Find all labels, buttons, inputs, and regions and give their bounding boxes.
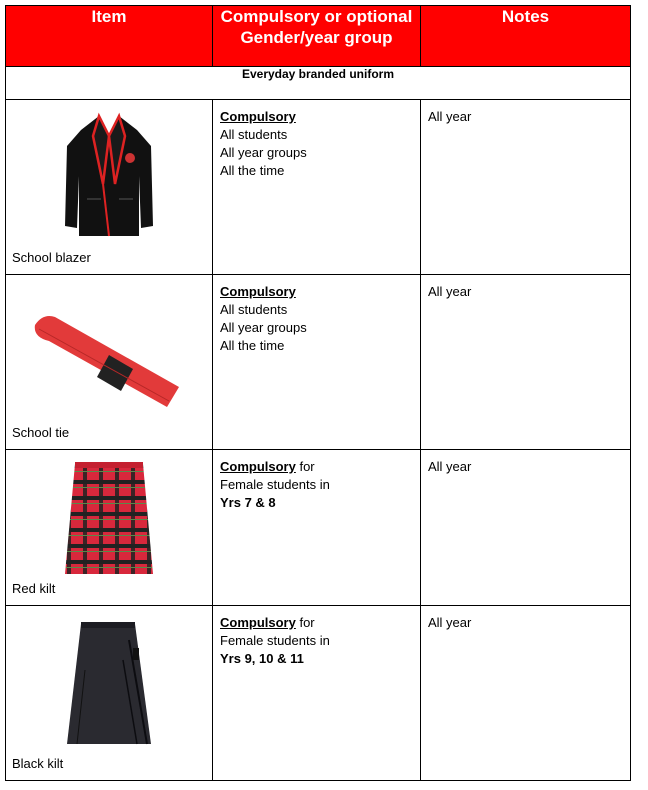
item-label: School tie xyxy=(12,425,70,440)
item-label: Red kilt xyxy=(12,581,56,596)
blazer-image xyxy=(6,100,212,250)
item-cell xyxy=(6,606,213,781)
year-groups: Yrs 9, 10 & 11 xyxy=(220,651,304,666)
notes-cell: All year xyxy=(421,450,631,606)
item-cell xyxy=(6,450,213,606)
red-kilt-image xyxy=(6,450,212,581)
section-row xyxy=(6,67,631,100)
uniform-table xyxy=(5,5,631,781)
item-label: Black kilt xyxy=(12,756,64,771)
notes-cell: All year xyxy=(421,275,631,450)
header-compulsory-line1: Compulsory or optional xyxy=(220,7,413,26)
compulsory-suffix: for xyxy=(295,459,315,474)
compulsory-text: Compulsory xyxy=(220,109,296,124)
compulsory-text: Compulsory xyxy=(220,459,296,474)
notes-cell: All year xyxy=(421,606,631,781)
compulsory-suffix: for xyxy=(295,615,315,630)
requirement-line xyxy=(220,458,414,476)
item-cell xyxy=(6,275,213,450)
table-row xyxy=(6,275,631,450)
compulsory-text: Compulsory xyxy=(220,615,296,630)
compulsory-text: Compulsory xyxy=(220,284,296,299)
requirement-line: All year groups xyxy=(220,145,307,160)
header-notes: Notes xyxy=(421,6,631,67)
section-title: Everyday branded uniform xyxy=(6,67,631,100)
requirement-line: Female students in xyxy=(220,633,330,648)
requirement-line: All students xyxy=(220,302,288,317)
requirement-line: Female students in xyxy=(220,477,330,492)
requirement-cell xyxy=(213,100,421,275)
requirement-cell xyxy=(213,606,421,781)
notes-cell: All year xyxy=(421,100,631,275)
tie-image xyxy=(6,275,212,425)
requirement-cell xyxy=(213,275,421,450)
year-groups: Yrs 7 & 8 xyxy=(220,495,276,510)
requirement-line: All students xyxy=(220,127,288,142)
item-label: School blazer xyxy=(12,250,91,265)
header-row xyxy=(6,6,631,67)
header-compulsory-line2: Gender/year group xyxy=(240,28,393,47)
table-row xyxy=(6,606,631,781)
table-row xyxy=(6,100,631,275)
header-item: Item xyxy=(6,6,213,67)
header-compulsory xyxy=(213,6,421,67)
item-cell xyxy=(6,100,213,275)
table-row xyxy=(6,450,631,606)
requirement-line: All the time xyxy=(220,163,285,178)
requirement-cell xyxy=(213,450,421,606)
requirement-line: All year groups xyxy=(220,320,307,335)
requirement-line: All the time xyxy=(220,338,285,353)
black-kilt-image xyxy=(6,606,212,756)
requirement-line xyxy=(220,614,414,632)
